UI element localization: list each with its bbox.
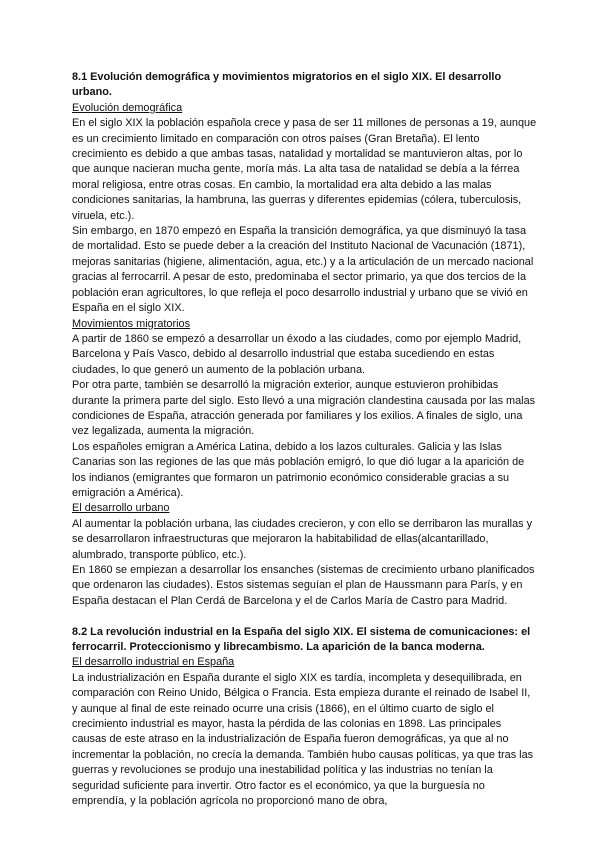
subheading-desarrollo-industrial: El desarrollo industrial en España	[72, 656, 235, 669]
section-1-heading: 8.1 Evolución demográfica y movimientos migratorios en el siglo XIX. El desarrollo urbano.	[72, 71, 502, 99]
paragraph: Los españoles emigran a América Latina, debido a los lazos culturales. Galicia y las Islas Canarias son las regiones de las que más población emigró, lo que dió lugar a la aparición de los indianos (emigrantes que formaron un patrimonio económico considerable gracias a su emigración a América).	[72, 440, 525, 499]
paragraph: Sin embargo, en 1870 empezó en España la transición demográfica, ya que disminuyó la tasa de mortalidad. Esto se puede deber a la creación del Instituto Nacional de Vacunación (1871), mejoras sanitarias (higiene, alimentación, agua, etc.) y a la articulación de un mercado nacional gracias al ferrocarril. A pesar de esto, predominaba el sector primario, ya que dos tercios de la población eran agricultores, lo que refleja el poco desarrollo industrial y urbano que se vivió en España en el siglo XIX.	[72, 225, 534, 315]
paragraph: La industrialización en España durante el siglo XIX es tardía, incompleta y desequilibrada, en comparación con Reino Unido, Bélgica o Francia. Esta empieza durante el reinado de Isabel II, y aunque al final de este reinado ocurre una crisis (1866), en el último cuarto de siglo el crecimiento industrial es mayor, hasta la pérdida de las colonias en 1898. Las principales causas de este atraso en la industrialización de España fueron demográficas, ya que al no incrementar la población, no crecía la demanda. También hubo causas políticas, ya que tras las guerras y revoluciones se produjo una inestabilidad política y las industrias no tenían la seguridad suficiente para invertir. Otro factor es el económico, ya que la burguesía no emprendía, y la población agrícola no proporcionó mano de obra,	[72, 671, 534, 808]
paragraph: En el siglo XIX la población española crece y pasa de ser 11 millones de personas a 19, aunque es un crecimiento limitado en comparación con otros países (Gran Bretaña). El lento crecimiento es debido a que ambas tasas, natalidad y mortalidad se mantuvieron altas, por lo que aunque nacieran mucha gente, moría más. La alta tasa de natalidad se debía a la férrea moral religiosa, entre otras cosas. En cambio, la mortalidad era alta debido a las malas condiciones sanitarias, la hambruna, las guerras y diferentes epidemias (cólera, tuberculosis, viruela, etc.).	[72, 117, 537, 222]
section-2-heading: 8.2 La revolución industrial en la España del siglo XIX. El sistema de comunicaciones: el ferrocarril. Proteccionismo y librecambismo. La aparición de la banca moderna.	[72, 625, 531, 654]
section-spacer	[72, 609, 538, 624]
paragraph: A partir de 1860 se empezó a desarrollar un éxodo a las ciudades, como por ejemplo Madrid, Barcelona y País Vasco, debido al desarrollo industrial que estaba sucediendo en estas ciudades, lo que generó un aumento de la población urbana.	[72, 332, 522, 376]
paragraph: En 1860 se empiezan a desarrollar los ensanches (sistemas de crecimiento urbano planificados que ordenaron las ciudades). Estos sistemas seguían el plan de Haussmann para París, y en España destacan el Plan Cerdá de Barcelona y el de Carlos María de Castro para Madrid.	[72, 564, 535, 607]
subheading-evolucion-demografica: Evolución demográfica	[72, 101, 183, 114]
paragraph: Por otra parte, también se desarrolló la migración exterior, aunque estuvieron prohibidas durante la primera parte del siglo. Esto llevó a una migración clandestina causada por las malas condiciones de España, atracción generada por familiares y los exilios. A finales de siglo, una vez legalizada, aumenta la migración.	[72, 379, 536, 438]
subheading-movimientos-migratorios: Movimientos migratorios	[72, 317, 191, 330]
subheading-desarrollo-urbano: El desarrollo urbano	[72, 502, 170, 515]
paragraph: Al aumentar la población urbana, las ciudades crecieron, y con ello se derribaron las murallas y se desarrollaron infraestructuras que mejoraron la habitabilidad de ellas(alcantarillado, alumbrado, transporte público, etc.).	[72, 517, 533, 561]
document-page	[72, 70, 538, 809]
